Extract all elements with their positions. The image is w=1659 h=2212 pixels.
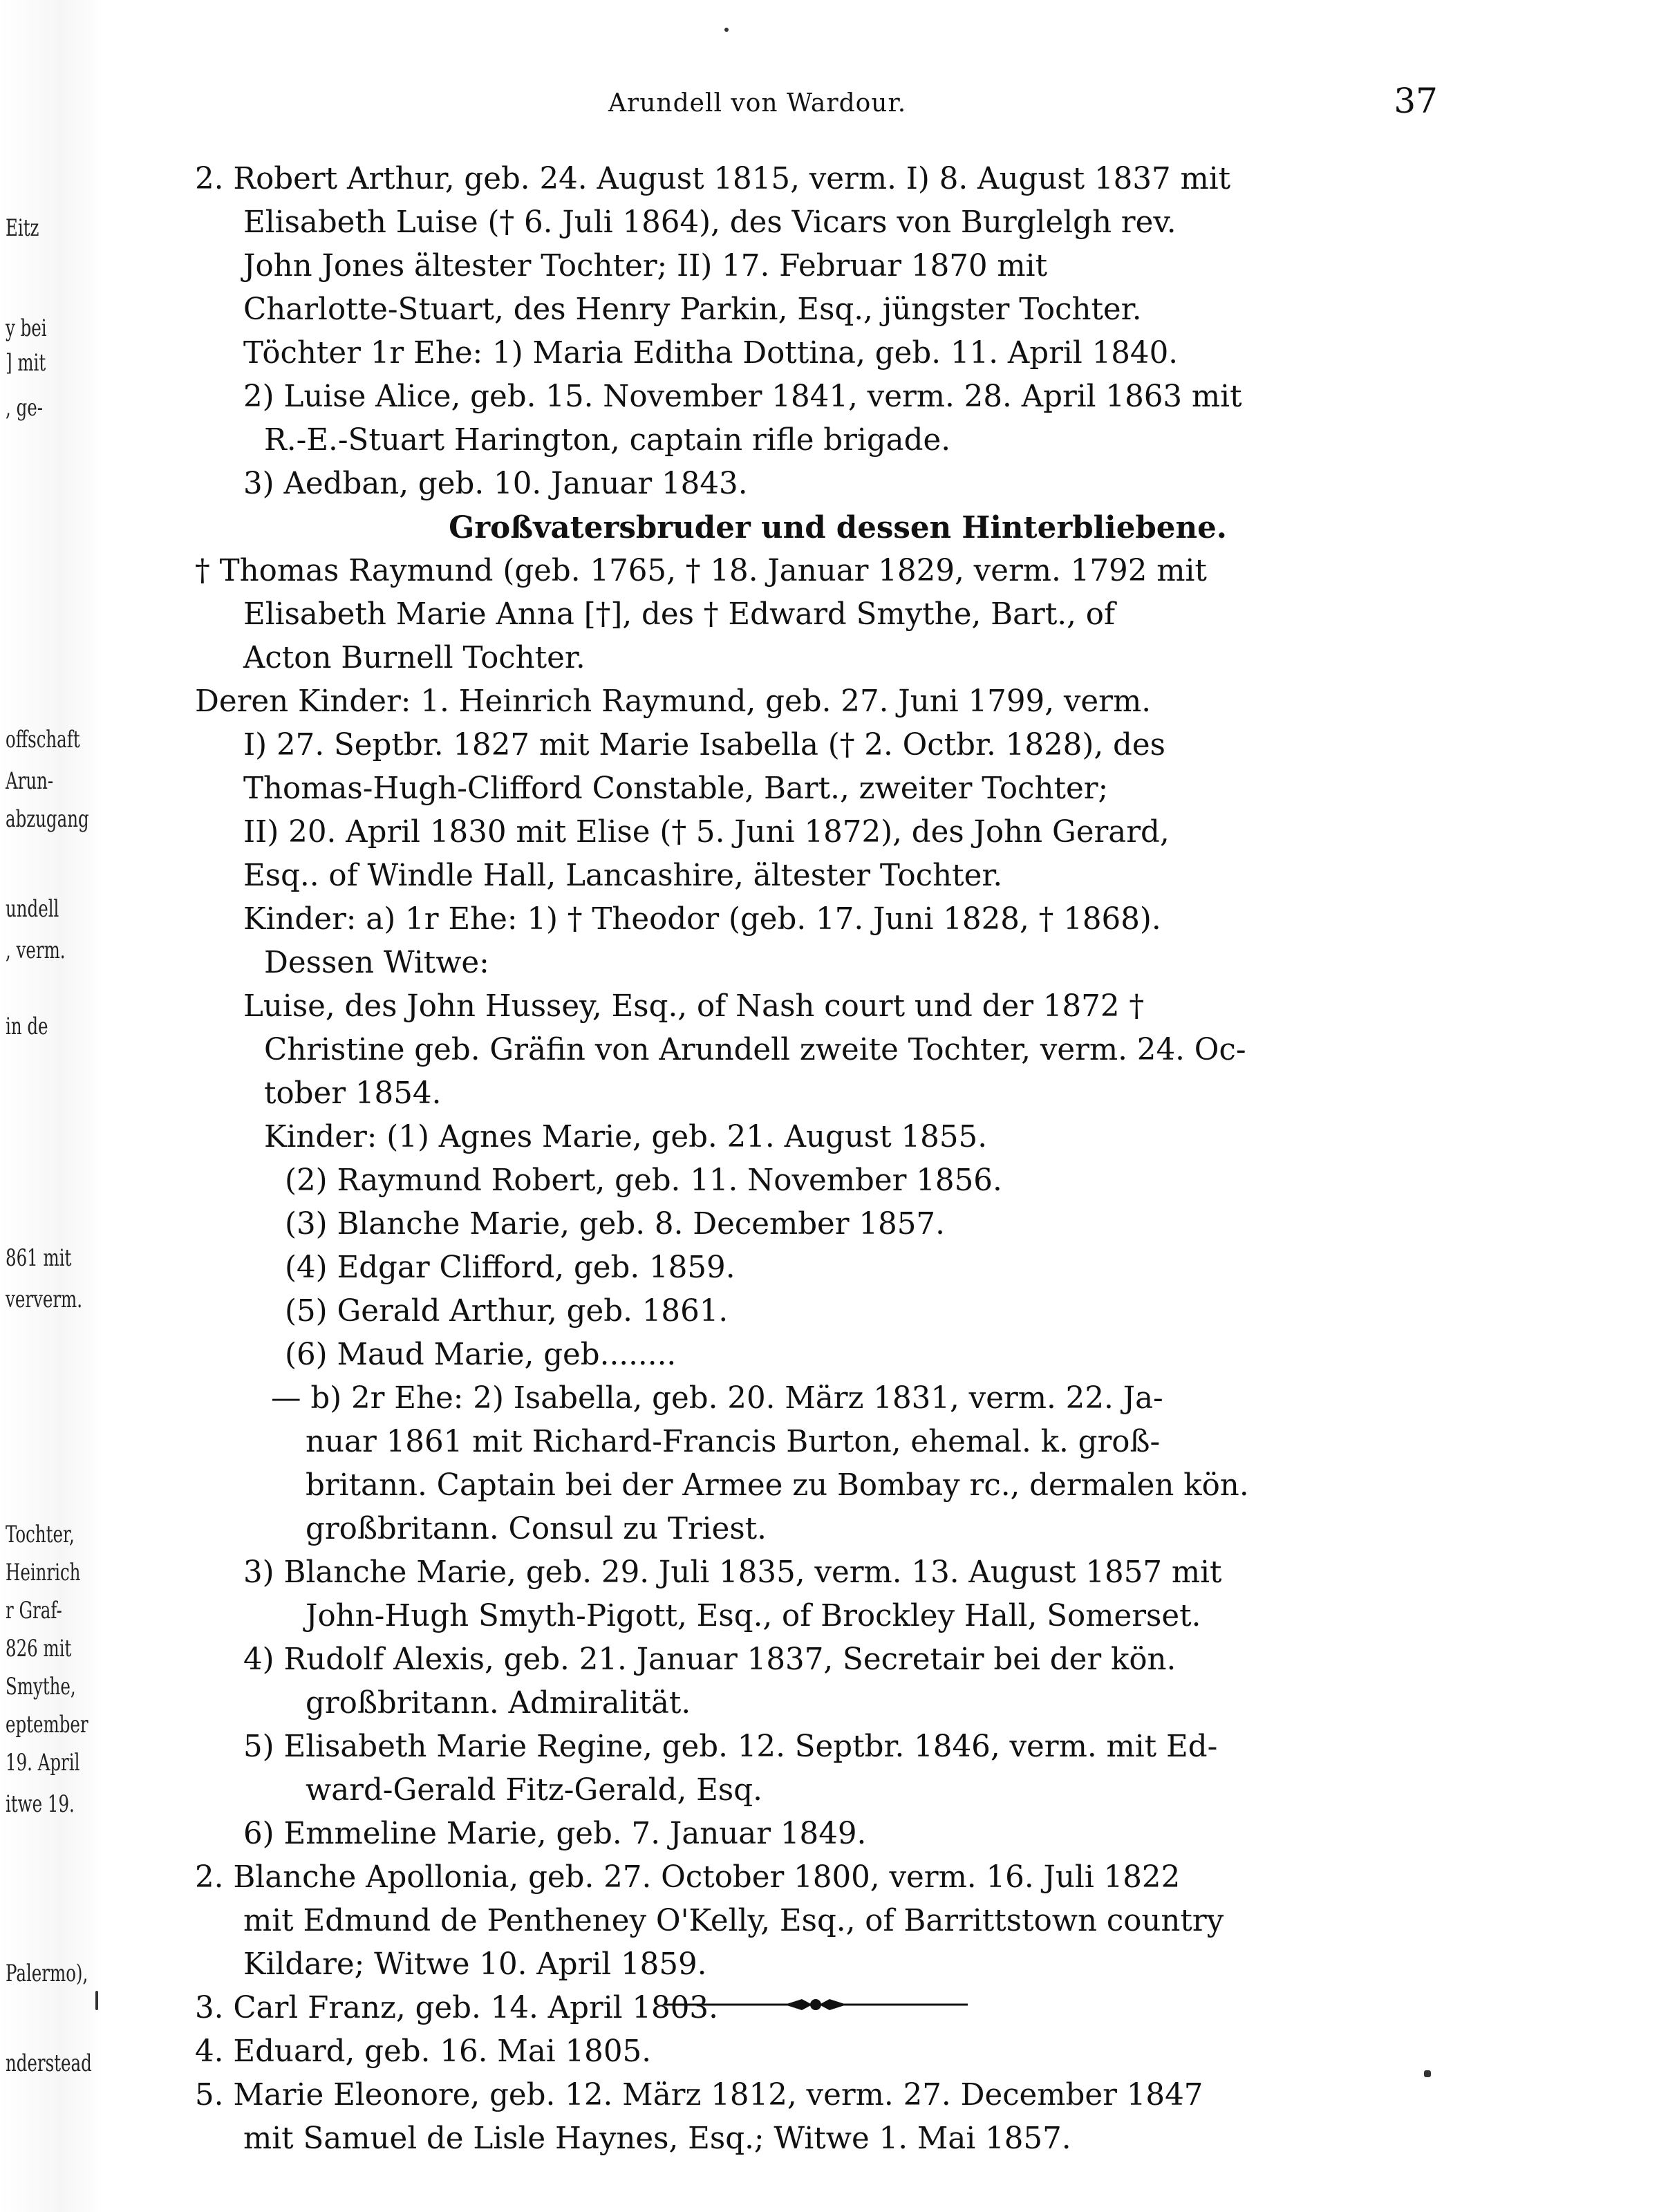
text-line: 5) Elisabeth Marie Regine, geb. 12. Septbr. 1846, verm. mit Ed-	[243, 1730, 1218, 1764]
margin-fragment: in de	[6, 1013, 48, 1040]
text-line: Charlotte-Stuart, des Henry Parkin, Esq., jüngster Tochter.	[243, 292, 1142, 327]
page-header	[194, 81, 1452, 128]
margin-fragment: nderstead	[6, 2050, 92, 2077]
text-line: 3) Blanche Marie, geb. 29. Juli 1835, verm. 13. August 1857 mit	[243, 1555, 1222, 1590]
print-speck	[95, 1991, 98, 2010]
margin-fragment: Tochter,	[6, 1521, 75, 1548]
text-line: 2. Robert Arthur, geb. 24. August 1815, verm. I) 8. August 1837 mit	[195, 162, 1231, 196]
text-line: großbritann. Consul zu Triest.	[306, 1512, 767, 1546]
margin-fragment: r Graf-	[6, 1597, 62, 1624]
text-line: Christine geb. Gräfin von Arundell zweite Tochter, verm. 24. Oc-	[264, 1033, 1246, 1067]
margin-fragment: ] mit	[6, 349, 46, 377]
text-line: 3. Carl Franz, geb. 14. April 1803.	[195, 1991, 718, 2025]
margin-fragment: Arun-	[6, 767, 54, 795]
text-line: großbritann. Admiralität.	[306, 1686, 691, 1721]
text-line: Thomas-Hugh-Clifford Constable, Bart., zweiter Tochter;	[243, 771, 1109, 806]
margin-fragment: offschaft	[6, 726, 80, 753]
running-title: Arundell von Wardour.	[608, 89, 907, 118]
text-line: 2) Luise Alice, geb. 15. November 1841, verm. 28. April 1863 mit	[243, 379, 1242, 414]
text-line: Luise, des John Hussey, Esq., of Nash court und der 1872 †	[243, 989, 1145, 1024]
genealogy-text	[195, 158, 1439, 2161]
text-line: 4. Eduard, geb. 16. Mai 1805.	[195, 2034, 652, 2069]
text-line: (5) Gerald Arthur, geb. 1861.	[285, 1294, 729, 1329]
margin-fragment: ververm.	[6, 1286, 83, 1313]
margin-fragment: Heinrich	[6, 1559, 81, 1586]
margin-fragment: Smythe,	[6, 1673, 76, 1700]
margin-fragment: y bei	[6, 315, 47, 342]
text-line: † Thomas Raymund (geb. 1765, † 18. Januar 1829, verm. 1792 mit	[195, 554, 1207, 588]
ornamental-rule	[664, 1991, 968, 2018]
text-line: Kinder: a) 1r Ehe: 1) † Theodor (geb. 17. Juni 1828, † 1868).	[243, 902, 1161, 937]
margin-fragment: eptember	[6, 1711, 88, 1738]
text-line: Deren Kinder: 1. Heinrich Raymund, geb. 27. Juni 1799, verm.	[195, 684, 1152, 719]
text-line: — b) 2r Ehe: 2) Isabella, geb. 20. März 1831, verm. 22. Ja-	[271, 1381, 1163, 1416]
text-line: I) 27. Septbr. 1827 mit Marie Isabella († 2. Octbr. 1828), des	[243, 728, 1165, 762]
text-line: (2) Raymund Robert, geb. 11. November 1856.	[285, 1163, 1002, 1198]
text-line: ward-Gerald Fitz-Gerald, Esq.	[306, 1773, 762, 1808]
text-line: nuar 1861 mit Richard-Francis Burton, ehemal. k. groß-	[306, 1425, 1161, 1459]
text-line: 4) Rudolf Alexis, geb. 21. Januar 1837, Secretair bei der kön.	[243, 1642, 1177, 1677]
margin-fragment: abzugang	[6, 805, 89, 833]
print-speck	[724, 28, 729, 32]
text-line: (4) Edgar Clifford, geb. 1859.	[285, 1250, 735, 1285]
text-line: mit Samuel de Lisle Haynes, Esq.; Witwe 1. Mai 1857.	[243, 2121, 1071, 2156]
text-line: 3) Aedban, geb. 10. Januar 1843.	[243, 467, 748, 501]
text-line: John Jones ältester Tochter; II) 17. Februar 1870 mit	[243, 249, 1048, 283]
text-line: tober 1854.	[264, 1076, 442, 1111]
text-line: Elisabeth Luise († 6. Juli 1864), des Vicars von Burglelgh rev.	[243, 205, 1177, 240]
margin-fragment: , verm.	[6, 937, 66, 964]
text-line: Kildare; Witwe 10. April 1859.	[243, 1947, 707, 1982]
margin-fragment: Palermo),	[6, 1960, 88, 1987]
text-line: (3) Blanche Marie, geb. 8. December 1857.	[285, 1207, 945, 1241]
print-speck	[1424, 2070, 1431, 2077]
margin-fragment: undell	[6, 895, 59, 923]
text-line: 2. Blanche Apollonia, geb. 27. October 1800, verm. 16. Juli 1822	[195, 1860, 1181, 1895]
text-line: John-Hugh Smyth-Pigott, Esq., of Brockley Hall, Somerset.	[306, 1599, 1201, 1633]
text-line: Acton Burnell Tochter.	[243, 641, 585, 675]
text-line: R.-E.-Stuart Harington, captain rifle brigade.	[264, 423, 951, 458]
text-line: Kinder: (1) Agnes Marie, geb. 21. August 1855.	[264, 1120, 988, 1154]
text-line: Esq.. of Windle Hall, Lancashire, ältester Tochter.	[243, 859, 1003, 893]
page-number: 37	[1394, 81, 1438, 121]
text-line: Elisabeth Marie Anna [†], des † Edward Smythe, Bart., of	[243, 597, 1116, 632]
section-heading: Großvatersbruder und dessen Hinterbliebene.	[449, 510, 1227, 545]
margin-fragment: Eitz	[6, 214, 39, 242]
text-line: Dessen Witwe:	[264, 946, 489, 980]
margin-fragment: 19. April	[6, 1749, 80, 1777]
margin-fragment: , ge-	[6, 394, 44, 422]
margin-fragment: itwe 19.	[6, 1790, 75, 1818]
margin-fragment: 826 mit	[6, 1635, 72, 1662]
text-line: 6) Emmeline Marie, geb. 7. Januar 1849.	[243, 1817, 867, 1851]
text-line: II) 20. April 1830 mit Elise († 5. Juni 1872), des John Gerard,	[243, 815, 1170, 850]
adjacent-page-edge	[0, 0, 104, 2212]
text-line: 5. Marie Eleonore, geb. 12. März 1812, verm. 27. December 1847	[195, 2078, 1203, 2112]
margin-fragment: 861 mit	[6, 1244, 72, 1272]
text-line: mit Edmund de Pentheney O'Kelly, Esq., of Barrittstown country	[243, 1904, 1224, 1938]
text-line: Töchter 1r Ehe: 1) Maria Editha Dottina, geb. 11. April 1840.	[243, 336, 1179, 371]
text-line: britann. Captain bei der Armee zu Bombay rc., dermalen kön.	[306, 1468, 1249, 1503]
text-line: (6) Maud Marie, geb........	[285, 1338, 677, 1372]
